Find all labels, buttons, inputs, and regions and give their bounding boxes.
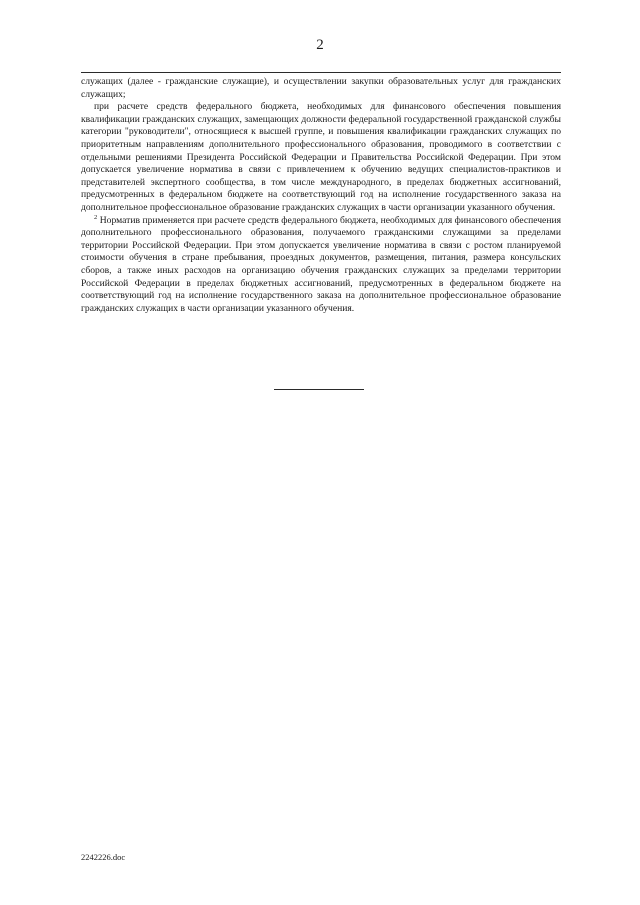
footnote-2 <box>81 215 561 316</box>
top-divider <box>81 72 561 73</box>
document-filename: 2242226.doc <box>81 852 126 862</box>
paragraph-continuation: служащих (далее - гражданские служащие), и осуществлении закупки образовательных услуг для гражданских служащих; <box>81 76 561 100</box>
end-divider <box>274 389 364 390</box>
main-text <box>81 76 561 315</box>
footnote-text: Норматив применяется при расчете средств федерального бюджета, необходимых для финансового обеспечения дополнительного профессионального образования, получаемого гражданскими служащими за пределами территории Российской Федерации. При этом допускается увеличение норматива в связи с ростом планируемой стоимости обучения в стране пребывания, проездных документов, размещения, питания, размера консульских сборов, а также иных расходов на организацию обучения гражданских служащих за пределами территории Российской Федерации в пределах бюджетных ассигнований, предусмотренных в федеральном бюджете на соответствующий год на исполнение государственного заказа на дополнительное профессиональное образование гражданских служащих в части организации указанного обучения. <box>81 214 561 314</box>
paragraph-budget-calculation: при расчете средств федерального бюджета, необходимых для финансового обеспечения повышения квалификации гражданских служащих, замещающих должности федеральной государственной гражданской службы категории "руководители", относящиеся к высшей группе, и повышения квалификации гражданских служащих по приоритетным направлениям дополнительного профессионального образования, проводимого в соответствии с отдельными решениями Президента Российской Федерации и Правительства Российской Федерации. При этом допускается увеличение норматива в связи с привлечением к обучению ведущих специалистов-практиков и представителей экспертного сообщества, в том числе международного, в пределах бюджетных ассигнований, предусмотренных в федеральном бюджете на соответствующий год на исполнение государственного заказа на дополнительное профессиональное образование гражданских служащих в части организации указанного обучения. <box>81 101 561 213</box>
footnote-marker: 2 <box>94 213 98 221</box>
page-number: 2 <box>316 37 324 53</box>
